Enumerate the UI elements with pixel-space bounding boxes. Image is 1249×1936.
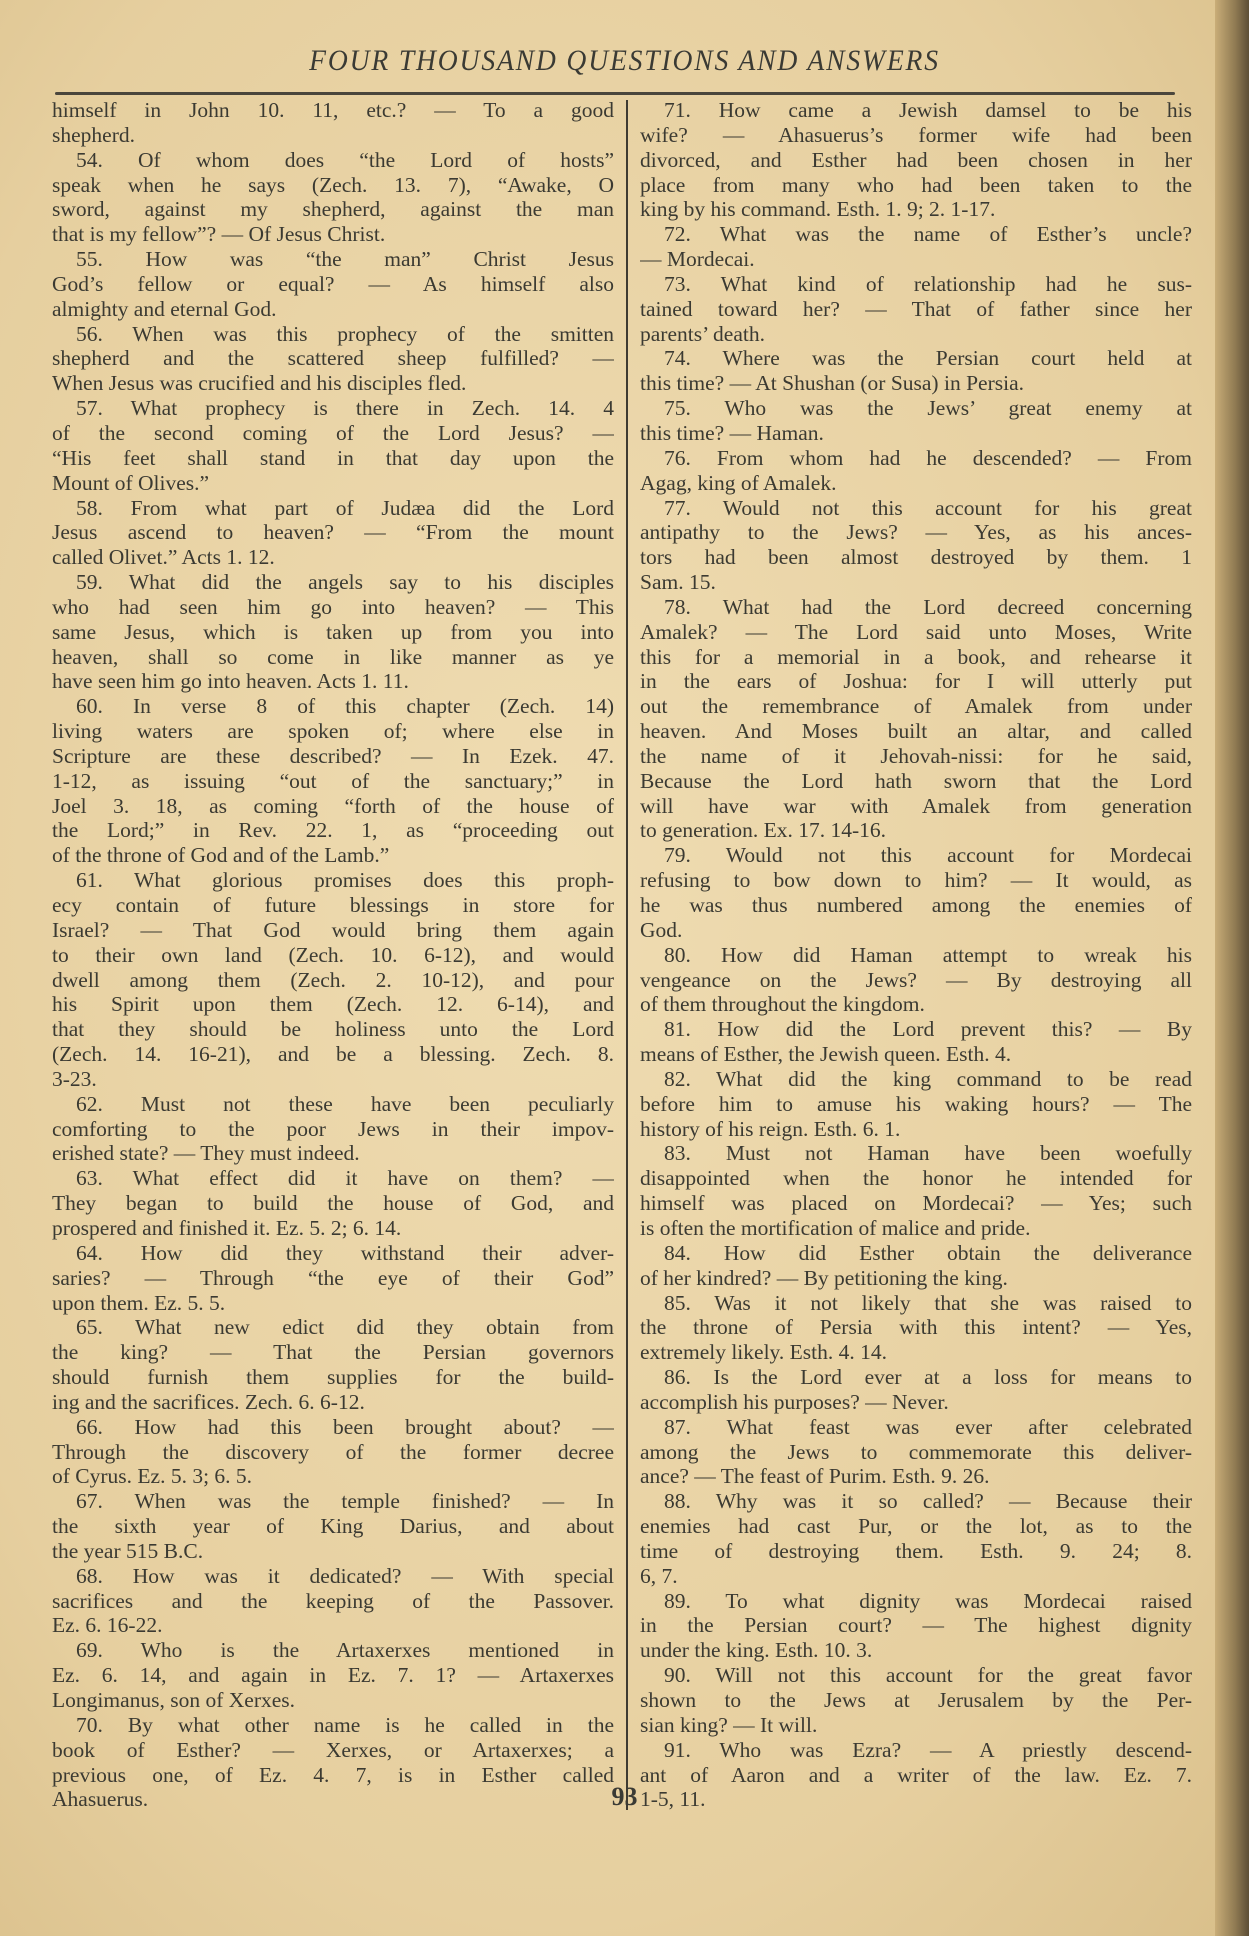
text-line: 59. What did the angels say to his disciples bbox=[76, 570, 614, 595]
text-line: of her kindred? — By petitioning the king. bbox=[640, 1265, 1008, 1290]
text-line: of the second coming of the Lord Jesus? — bbox=[52, 420, 614, 445]
text-line: 91. Who was Ezra? — A priestly descend- bbox=[664, 1737, 1192, 1762]
text-line: ance? — The feast of Purim. Esth. 9. 26. bbox=[640, 1464, 990, 1489]
text-line: divorced, and Esther had been chosen in her bbox=[640, 147, 1192, 172]
text-line: he was thus numbered among the enemies of bbox=[640, 893, 1192, 917]
text-line: the king? — That the Persian governors bbox=[52, 1340, 614, 1365]
text-line: 6, 7. bbox=[640, 1563, 678, 1588]
text-line: Agag, king of Amalek. bbox=[640, 470, 837, 495]
text-line: means of Esther, the Jewish queen. Esth. 4. bbox=[640, 1042, 1012, 1067]
text-line: this time? — Haman. bbox=[640, 420, 824, 445]
text-line: in the Persian court? — The highest dignity bbox=[640, 1613, 1192, 1638]
text-line: himself was placed on Mordecai? — Yes; such bbox=[640, 1191, 1192, 1216]
text-line: that they should be holiness unto the Lord bbox=[52, 1017, 614, 1042]
text-line: the name of it Jehovah-nissi: for he said, bbox=[640, 743, 1192, 768]
text-line: extremely likely. Esth. 4. 14. bbox=[640, 1340, 887, 1365]
text-line: place from many who had been taken to the bbox=[640, 172, 1192, 197]
text-line: accomplish his purposes? — Never. bbox=[640, 1389, 949, 1414]
text-line: comforting to the poor Jews in their impov- bbox=[52, 1116, 614, 1141]
text-line: 77. Would not this account for his great bbox=[664, 495, 1192, 520]
header-rule bbox=[55, 92, 1175, 95]
text-line: vengeance on the Jews? — By destroying all bbox=[640, 967, 1192, 992]
text-line: time of destroying them. Esth. 9. 24; 8. bbox=[640, 1538, 1192, 1563]
text-line: Ahasuerus. bbox=[52, 1787, 149, 1812]
text-line: who had seen him go into heaven? — This bbox=[52, 594, 614, 619]
text-line: 80. How did Haman attempt to wreak his bbox=[664, 942, 1192, 967]
text-line: before him to amuse his waking hours? — The bbox=[640, 1091, 1192, 1116]
running-header: FOUR THOUSAND QUESTIONS AND ANSWERS bbox=[309, 44, 940, 77]
text-line: 90. Will not this account for the great favor bbox=[664, 1663, 1192, 1688]
left-column bbox=[52, 98, 614, 1812]
text-line: Jesus ascend to heaven? — “From the mount bbox=[52, 520, 614, 545]
text-line: 67. When was the temple finished? — In bbox=[76, 1489, 614, 1514]
text-line: enemies had cast Pur, or the lot, as to the bbox=[640, 1514, 1192, 1539]
text-line: dwell among them (Zech. 2. 10-12), and pour bbox=[52, 967, 614, 992]
text-line: the throne of Persia with this intent? — Yes, bbox=[640, 1315, 1192, 1340]
text-line: 54. Of whom does “the Lord of hosts” bbox=[76, 147, 614, 172]
text-line: of the throne of God and of the Lamb.” bbox=[52, 843, 390, 868]
text-line: 68. How was it dedicated? — With special bbox=[76, 1563, 614, 1588]
text-line: 73. What kind of relationship had he sus- bbox=[664, 271, 1192, 296]
text-line: 1-12, as issuing “out of the sanctuary;” in bbox=[52, 768, 614, 793]
text-line: is often the mortification of malice and pride. bbox=[640, 1215, 1031, 1240]
text-line: this for a memorial in a book, and rehearse it bbox=[640, 644, 1192, 669]
text-line: parents’ death. bbox=[640, 321, 765, 346]
text-line: 64. How did they withstand their adver- bbox=[76, 1240, 614, 1265]
text-line: of them throughout the kingdom. bbox=[640, 992, 925, 1017]
page-binding-edge bbox=[1215, 0, 1249, 1936]
text-line: previous one, of Ez. 4. 7, is in Esther called bbox=[52, 1762, 614, 1787]
text-line: 61. What glorious promises does this proph- bbox=[76, 868, 614, 893]
text-line: antipathy to the Jews? — Yes, as his ances- bbox=[640, 520, 1192, 545]
text-line: sword, against my shepherd, against the man bbox=[52, 197, 614, 222]
text-line: 76. From whom had he descended? — From bbox=[664, 445, 1192, 470]
text-line: 60. In verse 8 of this chapter (Zech. 14) bbox=[76, 694, 614, 719]
text-line: Longimanus, son of Xerxes. bbox=[52, 1688, 296, 1712]
text-line: book of Esther? — Xerxes, or Artaxerxes; a bbox=[52, 1737, 614, 1762]
text-line: 58. From what part of Judæa did the Lord bbox=[76, 495, 614, 520]
text-line: 75. Who was the Jews’ great enemy at bbox=[664, 396, 1192, 421]
text-line: under the king. Esth. 10. 3. bbox=[640, 1638, 873, 1663]
text-line: 78. What had the Lord decreed concerning bbox=[664, 594, 1192, 619]
text-line: have seen him go into heaven. Acts 1. 11. bbox=[52, 669, 409, 694]
text-line: that is my fellow”? — Of Jesus Christ. bbox=[52, 222, 386, 247]
text-line: king by his command. Esth. 1. 9; 2. 1-17. bbox=[640, 197, 996, 222]
text-line: God’s fellow or equal? — As himself also bbox=[52, 271, 614, 296]
text-line: saries? — Through “the eye of their God” bbox=[52, 1265, 614, 1290]
text-line: 79. Would not this account for Mordecai bbox=[664, 843, 1192, 868]
text-line: almighty and eternal God. bbox=[52, 296, 277, 321]
text-line: 63. What effect did it have on them? — bbox=[76, 1166, 614, 1191]
text-line: to their own land (Zech. 10. 6-12), and would bbox=[52, 942, 614, 967]
text-line: Scripture are these described? — In Ezek. 47. bbox=[52, 743, 614, 768]
text-line: God. bbox=[640, 917, 683, 942]
text-line: 69. Who is the Artaxerxes mentioned in bbox=[76, 1638, 614, 1663]
text-line: — Mordecai. bbox=[640, 247, 755, 272]
text-line: 57. What prophecy is there in Zech. 14. 4 bbox=[76, 396, 614, 421]
text-line: himself in John 10. 11, etc.? — To a good bbox=[52, 98, 614, 122]
text-line: 1-5, 11. bbox=[640, 1787, 706, 1812]
text-line: heaven, shall so come in like manner as ye bbox=[52, 644, 614, 669]
text-line: wife? — Ahasuerus’s former wife had been bbox=[640, 122, 1192, 147]
text-line: 88. Why was it so called? — Because their bbox=[664, 1489, 1192, 1514]
text-line: 71. How came a Jewish damsel to be his bbox=[664, 98, 1192, 122]
text-line: in the ears of Joshua: for I will utterly put bbox=[640, 669, 1192, 694]
text-line: 87. What feast was ever after celebrated bbox=[664, 1414, 1192, 1439]
text-line: living waters are spoken of; where else in bbox=[52, 719, 614, 744]
text-line: Ez. 6. 14, and again in Ez. 7. 1? — Artaxerxes bbox=[52, 1663, 614, 1688]
right-column bbox=[640, 98, 1192, 1812]
text-line: history of his reign. Esth. 6. 1. bbox=[640, 1116, 901, 1141]
text-line: 55. How was “the man” Christ Jesus bbox=[76, 247, 614, 272]
text-line: same Jesus, which is taken up from you into bbox=[52, 619, 614, 644]
text-line: of Cyrus. Ez. 5. 3; 6. 5. bbox=[52, 1464, 253, 1489]
text-line: prospered and finished it. Ez. 5. 2; 6. 14. bbox=[52, 1215, 402, 1240]
text-line: 83. Must not Haman have been woefully bbox=[664, 1141, 1192, 1166]
text-line: called Olivet.” Acts 1. 12. bbox=[52, 545, 275, 570]
text-line: his Spirit upon them (Zech. 12. 6-14), and bbox=[52, 992, 614, 1017]
text-line: this time? — At Shushan (or Susa) in Persia. bbox=[640, 371, 1024, 396]
text-line: 65. What new edict did they obtain from bbox=[76, 1315, 614, 1340]
text-line: speak when he says (Zech. 13. 7), “Awake, O bbox=[52, 172, 614, 197]
text-line: to generation. Ex. 17. 14-16. bbox=[640, 818, 887, 843]
text-line: among the Jews to commemorate this deliver- bbox=[640, 1439, 1192, 1464]
text-line: the year 515 B.C. bbox=[52, 1538, 204, 1563]
text-line: 89. To what dignity was Mordecai raised bbox=[664, 1588, 1192, 1613]
text-line: 84. How did Esther obtain the deliverance bbox=[664, 1240, 1192, 1265]
text-line: will have war with Amalek from generation bbox=[640, 793, 1192, 818]
text-line: Mount of Olives.” bbox=[52, 470, 210, 495]
text-line: should furnish them supplies for the build- bbox=[52, 1365, 614, 1390]
text-line: upon them. Ez. 5. 5. bbox=[52, 1290, 226, 1315]
text-line: disappointed when the honor he intended for bbox=[640, 1166, 1192, 1191]
text-line: 56. When was this prophecy of the smitten bbox=[76, 321, 614, 346]
text-line: the sixth year of King Darius, and about bbox=[52, 1514, 614, 1539]
text-line: 86. Is the Lord ever at a loss for means to bbox=[664, 1365, 1192, 1390]
text-line: 74. Where was the Persian court held at bbox=[664, 346, 1192, 371]
text-line: heaven. And Moses built an altar, and called bbox=[640, 719, 1192, 744]
text-line: tained toward her? — That of father since her bbox=[640, 296, 1192, 321]
text-line: 82. What did the king command to be read bbox=[664, 1066, 1192, 1091]
text-line: sian king? — It will. bbox=[640, 1712, 818, 1737]
column-divider bbox=[626, 100, 628, 1810]
text-line: 85. Was it not likely that she was raised to bbox=[664, 1290, 1192, 1315]
text-line: (Zech. 14. 16-21), and be a blessing. Zech. 8. bbox=[52, 1042, 614, 1067]
text-line: 62. Must not these have been peculiarly bbox=[76, 1091, 614, 1116]
text-line: sacrifices and the keeping of the Passover. bbox=[52, 1588, 614, 1613]
text-line: shepherd and the scattered sheep fulfilled? — bbox=[52, 346, 614, 371]
text-line: Ez. 6. 16-22. bbox=[52, 1613, 163, 1638]
page-number: 93 bbox=[611, 1782, 638, 1811]
text-line: “His feet shall stand in that day upon the bbox=[52, 445, 614, 470]
text-line: 81. How did the Lord prevent this? — By bbox=[664, 1017, 1192, 1042]
text-line: erished state? — They must indeed. bbox=[52, 1141, 360, 1166]
text-line: shepherd. bbox=[52, 122, 135, 147]
text-line: 72. What was the name of Esther’s uncle? bbox=[664, 222, 1192, 247]
text-line: ing and the sacrifices. Zech. 6. 6-12. bbox=[52, 1389, 365, 1414]
text-line: shown to the Jews at Jerusalem by the Per- bbox=[640, 1688, 1192, 1712]
text-line: Joel 3. 18, as coming “forth of the house of bbox=[52, 793, 614, 818]
text-line: refusing to bow down to him? — It would, as bbox=[640, 868, 1192, 893]
text-line: Sam. 15. bbox=[640, 570, 716, 595]
text-line: the Lord;” in Rev. 22. 1, as “proceeding out bbox=[52, 818, 614, 843]
text-line: 3-23. bbox=[52, 1066, 97, 1091]
text-line: Because the Lord hath sworn that the Lord bbox=[640, 768, 1192, 793]
text-line: When Jesus was crucified and his disciples fled. bbox=[52, 371, 467, 396]
text-line: 70. By what other name is he called in the bbox=[76, 1712, 614, 1737]
text-line: Through the discovery of the former decree bbox=[52, 1439, 614, 1464]
text-line: 66. How had this been brought about? — bbox=[76, 1414, 614, 1439]
text-line: They began to build the house of God, and bbox=[52, 1191, 614, 1216]
text-line: out the remembrance of Amalek from under bbox=[640, 694, 1192, 719]
text-line: tors had been almost destroyed by them. 1 bbox=[640, 545, 1192, 570]
text-line: ant of Aaron and a writer of the law. Ez. 7. bbox=[640, 1762, 1192, 1787]
text-line: Amalek? — The Lord said unto Moses, Write bbox=[640, 619, 1192, 644]
text-line: Israel? — That God would bring them again bbox=[52, 917, 614, 942]
text-line: ecy contain of future blessings in store for bbox=[52, 893, 614, 917]
